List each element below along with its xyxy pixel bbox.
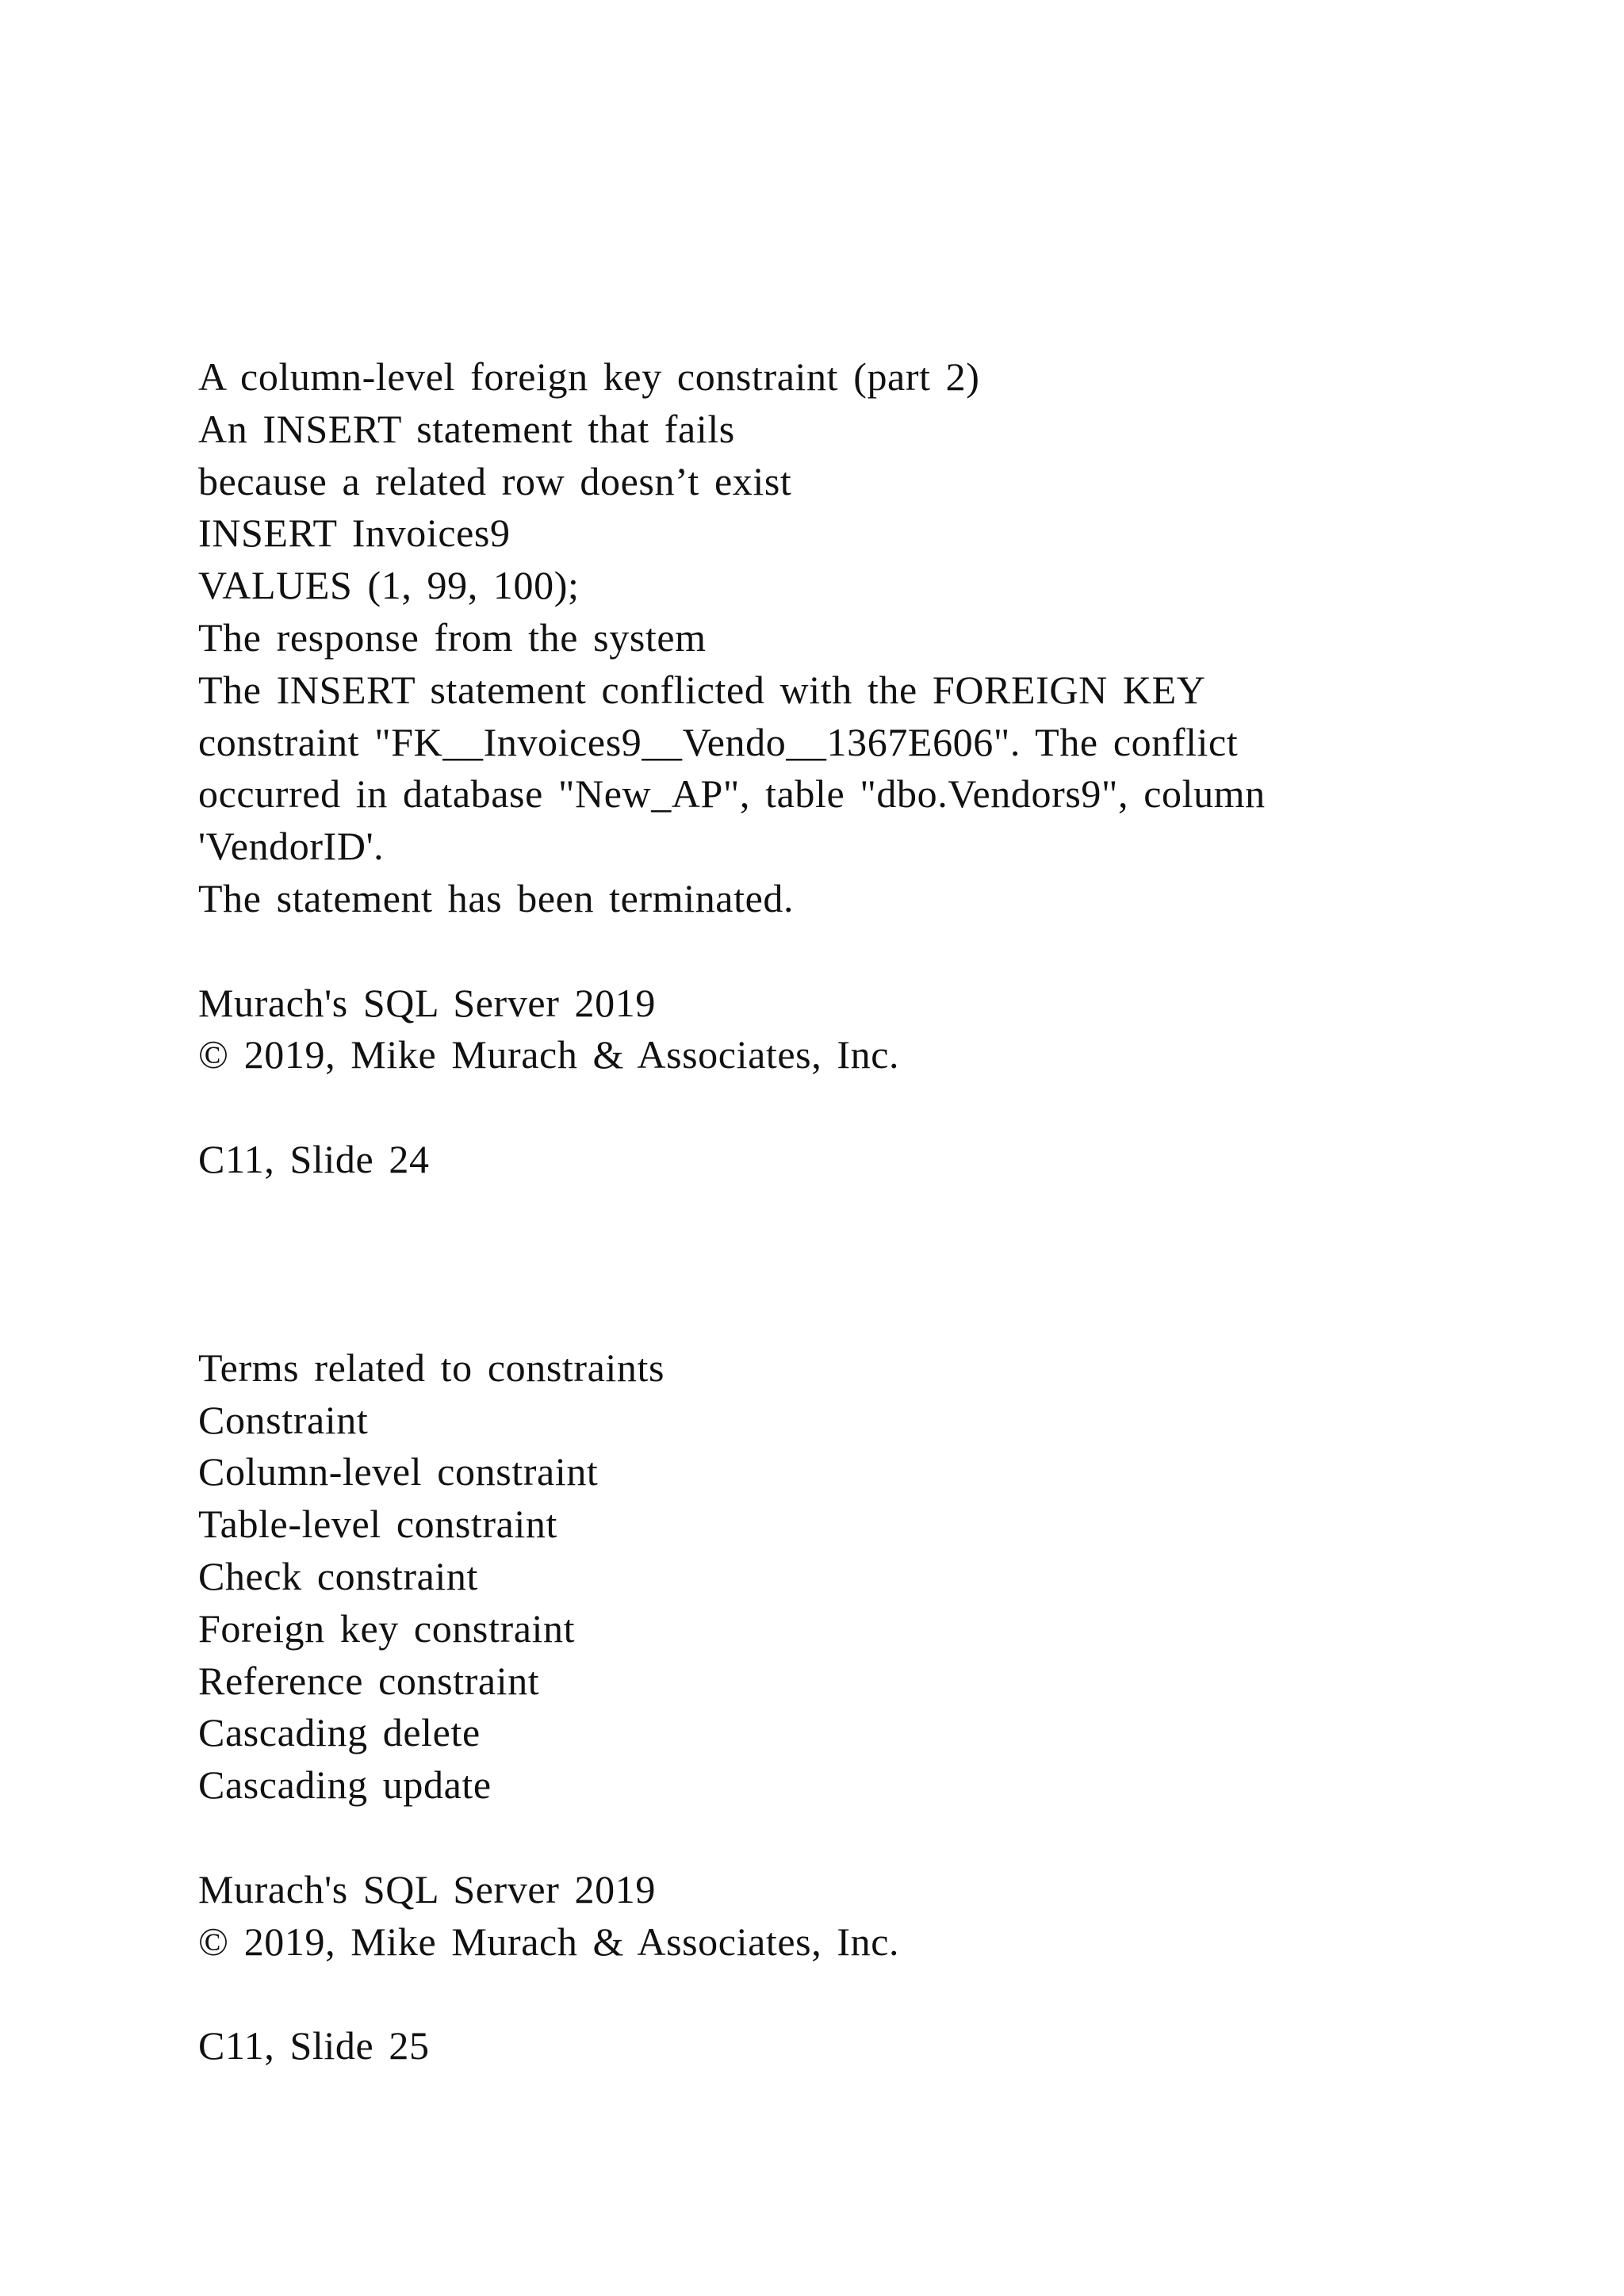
copyright-notice: © 2019, Mike Murach & Associates, Inc. [198,1919,900,1964]
slide-number: C11, Slide 25 [198,2023,430,2068]
term-item: Constraint [198,1397,369,1442]
slide-title: A column-level foreign key constraint (part 2) [198,354,980,399]
response-line: The statement has been terminated. [198,875,795,920]
response-line: constraint "FK__Invoices9__Vendo__1367E606". The conflict [198,719,1239,764]
slide-number: C11, Slide 24 [198,1136,430,1181]
subtitle-line: An INSERT statement that fails [198,406,735,451]
term-item: Check constraint [198,1553,479,1598]
blank-line [198,1081,1546,1134]
response-line: 'VendorID'. [198,824,385,869]
code-line: VALUES (1, 99, 100); [198,563,580,608]
code-line: INSERT Invoices9 [198,511,511,556]
term-item: Reference constraint [198,1658,540,1703]
document-page [198,351,1546,2072]
blank-line [198,1968,1546,2020]
blank-line [198,1812,1546,1864]
term-item: Column-level constraint [198,1449,599,1494]
copyright-notice: © 2019, Mike Murach & Associates, Inc. [198,1032,900,1077]
response-heading: The response from the system [198,614,707,660]
book-title: Murach's SQL Server 2019 [198,980,656,1025]
term-item: Foreign key constraint [198,1605,576,1651]
response-line: The INSERT statement conflicted with the FOREIGN KEY [198,667,1206,712]
slide-24-section [198,351,1546,1186]
subtitle-line: because a related row doesn’t exist [198,458,792,503]
blank-line [198,925,1546,978]
slide-title: Terms related to constraints [198,1345,665,1390]
book-title: Murach's SQL Server 2019 [198,1866,656,1911]
term-item: Cascading delete [198,1710,481,1755]
section-gap [198,1186,1546,1342]
term-item: Cascading update [198,1762,492,1808]
slide-25-section [198,1342,1546,2072]
term-item: Table-level constraint [198,1502,558,1547]
response-line: occurred in database "New_AP", table "dbo.Vendors9", column [198,771,1266,817]
